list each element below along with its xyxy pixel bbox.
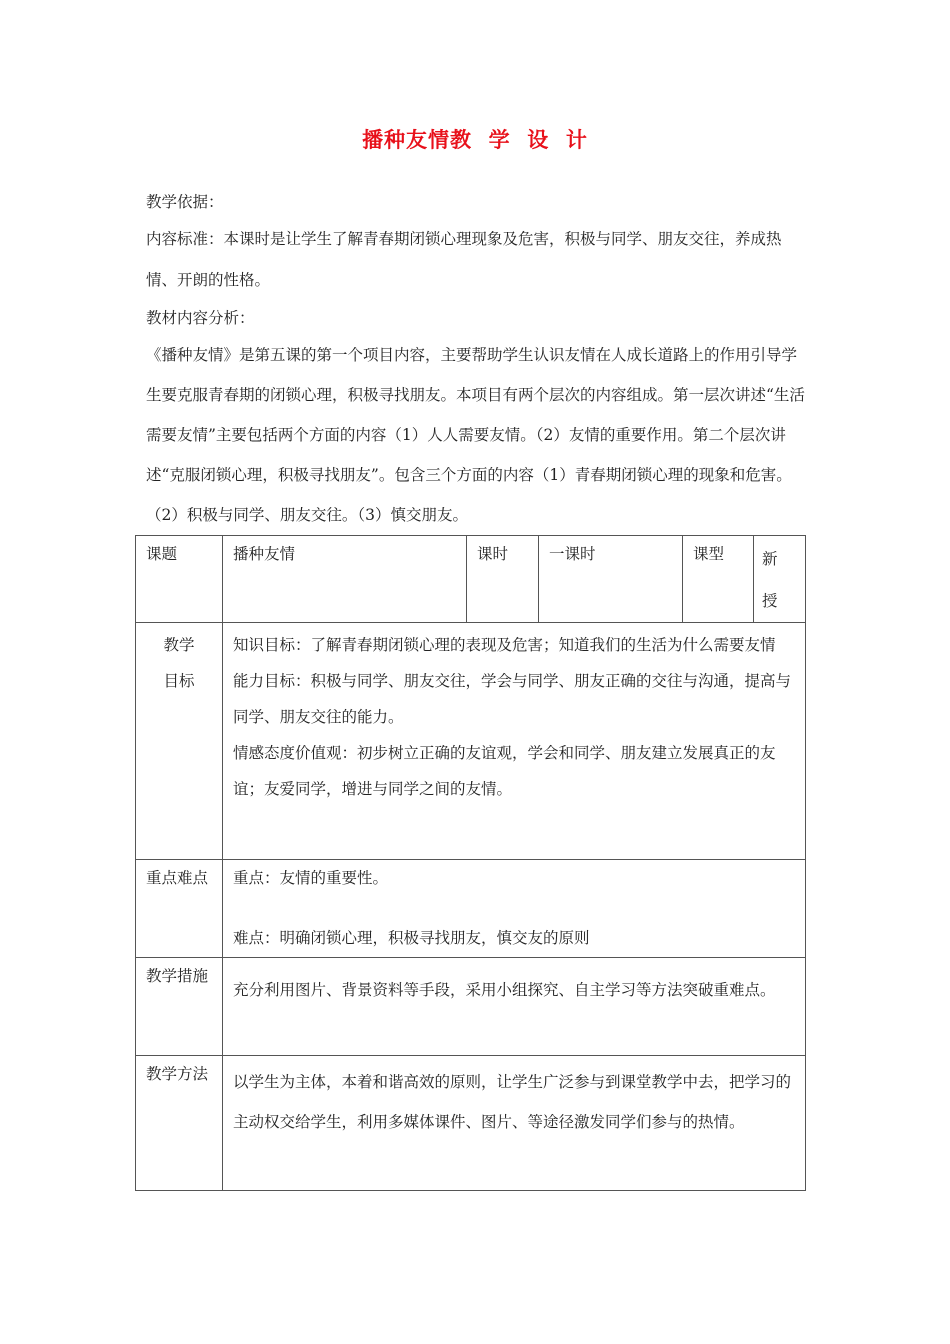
goals-label-2: 目标: [163, 672, 195, 690]
content-standard: 内容标准：本课时是让学生了解青春期闭锁心理现象及危害，积极与同学、朋友交往，养成热情、开朗的性格。: [146, 230, 782, 289]
lesson-plan-table: [135, 535, 806, 1191]
topic-label: 课题: [146, 545, 178, 563]
period-label: 课时: [477, 545, 509, 563]
key-point: 重点：友情的重要性。: [233, 869, 389, 887]
goal-ability: 能力目标：积极与同学、朋友交往，学会与同学、朋友正确的交往与沟通，提高与同学、朋友交往的能力。: [233, 672, 792, 726]
table-row: [136, 958, 806, 1056]
key-label: 重点难点: [146, 869, 209, 887]
measures-text: 充分利用图片、背景资料等手段，采用小组探究、自主学习等方法突破重难点。: [233, 981, 776, 999]
method-label: 教学方法: [146, 1065, 209, 1083]
table-row: [136, 623, 806, 860]
type-label: 课型: [693, 545, 725, 563]
topic-value: 播种友情: [233, 545, 296, 563]
measures-label: 教学措施: [146, 967, 209, 985]
key-content: [223, 860, 805, 952]
goals-label-1: 教学: [163, 636, 195, 654]
difficult-point: 难点：明确闭锁心理，积极寻找朋友，慎交友的原则: [233, 929, 590, 947]
goals-content: [223, 623, 805, 807]
type-value-2: 授: [762, 592, 778, 610]
document-title: 播种友情教 学 设 计: [362, 127, 588, 152]
goal-emotion: 情感态度价值观：初步树立正确的友谊观，学会和同学、朋友建立发展真正的友谊；友爱同学，增进与同学之间的友情。: [233, 744, 776, 798]
analysis-text: 《播种友情》是第五课的第一个项目内容，主要帮助学生认识友情在人成长道路上的作用引导学生要克服青春期的闭锁心理，积极寻找朋友。本项目有两个层次的内容组成。第一层次讲述“生活需要友情”主要包括两个方面的内容（1）人人需要友情。（2）友情的重要作用。第二个层次讲述“克服闭锁心理，积极寻找朋友”。包含三个方面的内容（1）青春期闭锁心理的现象和危害。（2）积极与同学、朋友交往。（3）慎交朋友。: [146, 346, 805, 524]
table-row: [136, 536, 806, 623]
intro-section: [146, 185, 810, 535]
basis-heading: 教学依据：: [146, 193, 224, 211]
type-value: [754, 536, 805, 622]
type-value-1: 新: [762, 550, 778, 568]
goals-label: [136, 623, 222, 699]
period-value: 一课时: [549, 545, 596, 563]
table-row: [136, 860, 806, 958]
analysis-heading: 教材内容分析：: [146, 309, 255, 327]
method-text: 以学生为主体，本着和谐高效的原则，让学生广泛参与到课堂教学中去，把学习的主动权交给学生，利用多媒体课件、图片、等途径激发同学们参与的热情。: [233, 1073, 792, 1131]
goal-knowledge: 知识目标：了解青春期闭锁心理的表现及危害；知道我们的生活为什么需要友情: [233, 636, 776, 654]
table-row: [136, 1056, 806, 1191]
